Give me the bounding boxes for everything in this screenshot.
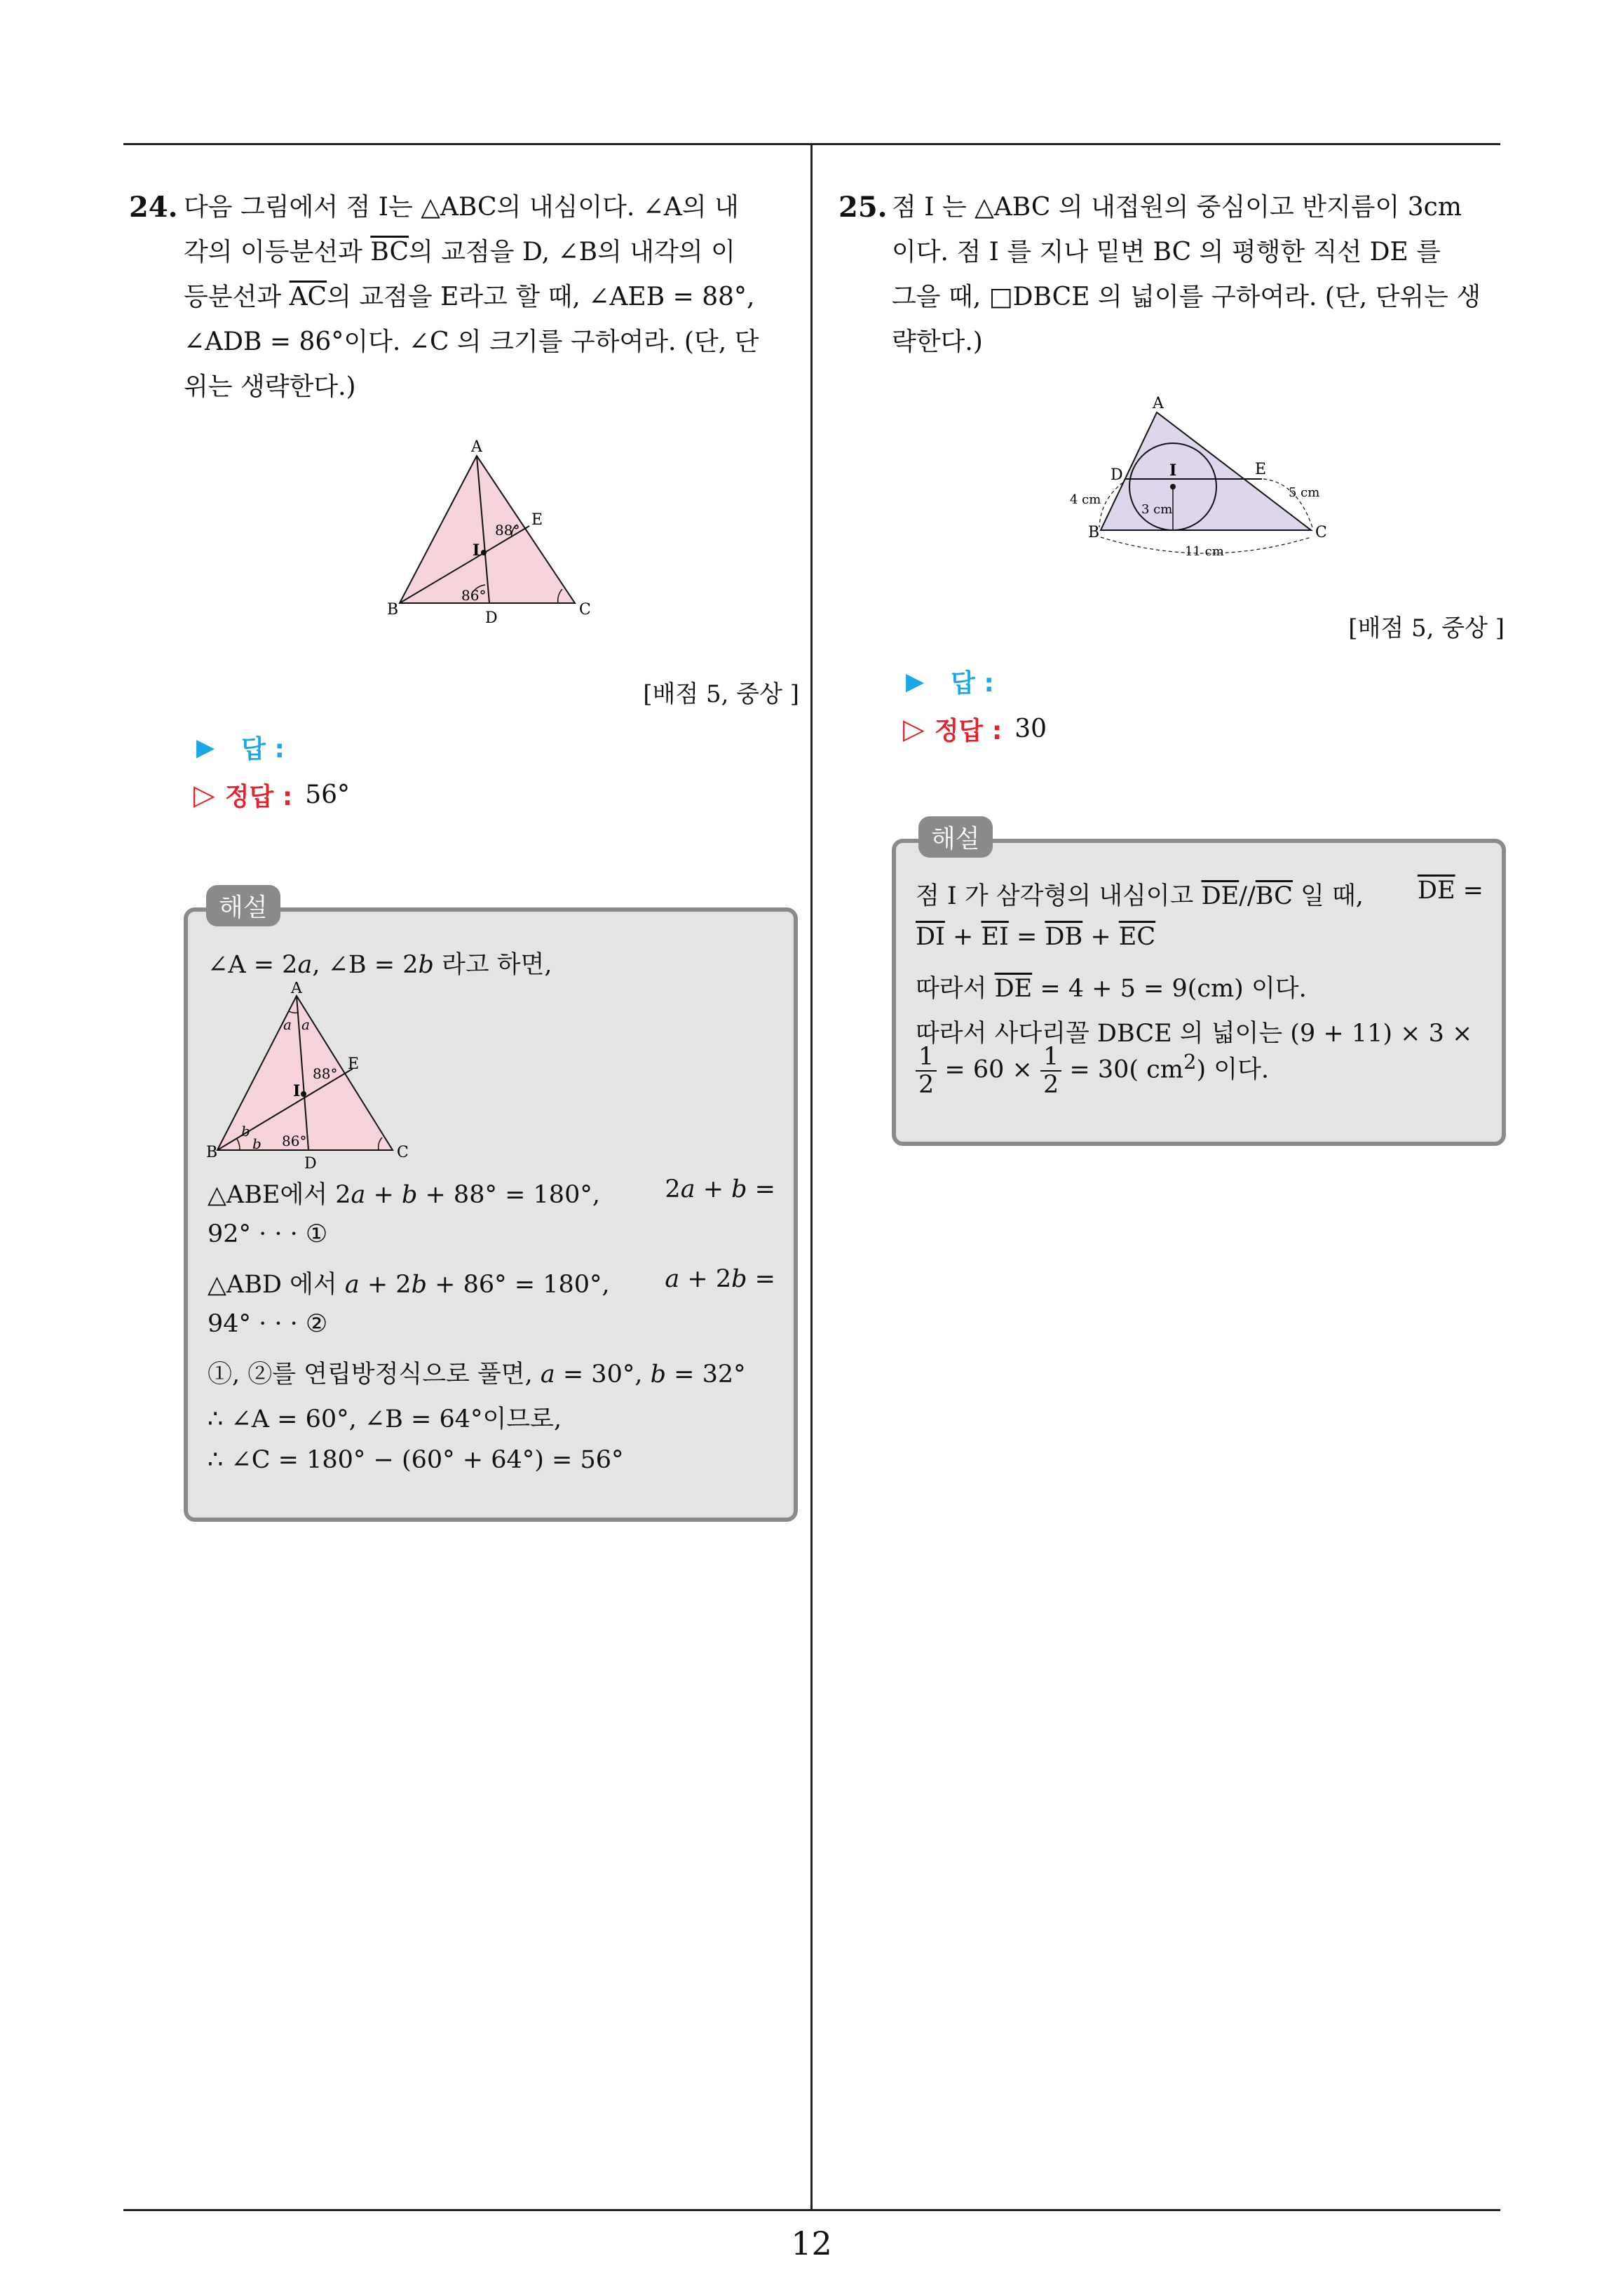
question-line: 다음 그림에서 점 I는 △ABC의 내심이다. ∠A의 내 <box>184 193 739 222</box>
solution-line: ∠A = 2a, ∠B = 2b 라고 하면, <box>208 951 552 979</box>
label-A: A <box>291 982 302 997</box>
solution-line: $\overline{DI} + \overline{EI} = \overline{DB} + \overline{EC}$ <box>916 923 1156 951</box>
triangle-figure <box>379 435 610 631</box>
play-icon: ▶ <box>196 733 215 762</box>
radius-label: 3 cm <box>1141 502 1173 517</box>
question-number: 25. <box>838 191 888 224</box>
outline-play-icon: ▷ <box>903 713 925 745</box>
fraction: $\frac{1}{2}$ <box>1040 1044 1061 1098</box>
question-line: 등분선과 $\overline{AC}$의 교점을 E라고 할 때, ∠AEB = 88°, <box>184 283 755 311</box>
angle-label-88: 88° <box>313 1065 338 1082</box>
label-C: C <box>1315 524 1327 541</box>
ec-length-label: 5 cm <box>1289 485 1320 500</box>
correct-answer-row <box>193 777 350 813</box>
label-I: I <box>1169 461 1177 480</box>
question-line: 각의 이등분선과 $\overline{BC}$의 교점을 D, ∠B의 내각의 이 <box>184 238 735 266</box>
question-line: 이다. 점 I 를 지나 밑변 BC 의 평행한 직선 DE 를 <box>892 238 1441 266</box>
solution-line: 따라서 $\overline{DE} = 4 + 5 = 9(cm)$ 이다. <box>916 975 1307 1003</box>
label-b-top: b <box>241 1123 250 1140</box>
label-D: D <box>304 1155 317 1171</box>
angle-label-88: 88° <box>495 522 520 539</box>
solution-line: ∴ ∠C = 180° − (60° + 64°) = 56° <box>208 1446 624 1474</box>
correct-answer-value: 30 <box>1014 715 1047 743</box>
label-A: A <box>471 438 482 456</box>
outline-play-icon: ▷ <box>193 778 215 811</box>
question-text <box>184 185 796 410</box>
answer-label: 답 : <box>951 669 994 698</box>
score-label: [배점 5, 중상 ] <box>1348 614 1505 642</box>
answer-row <box>906 663 994 699</box>
answer-label: 답 : <box>241 735 285 764</box>
label-b-bottom: b <box>252 1135 262 1152</box>
question-line: 점 I 는 △ABC 의 내접원의 중심이고 반지름이 3cm <box>892 193 1462 222</box>
correct-answer-value: 56° <box>305 781 351 809</box>
solution-line: ①, ②를 연립방정식으로 풀면, a = 30°, b = 32° <box>208 1360 746 1389</box>
label-a-right: a <box>301 1016 310 1033</box>
solution-line: 94° · · · ② <box>208 1310 328 1338</box>
correct-answer-row <box>903 711 1047 747</box>
solution-line: ∴ ∠A = 60°, ∠B = 64°이므로, <box>208 1405 562 1433</box>
label-B: B <box>1088 524 1100 541</box>
label-D: D <box>485 609 498 627</box>
solution-line: 점 I 가 삼각형의 내심이고 $\overline{DE}//\overline{BC}$ 일 때, $\overline{DE}$ = <box>916 877 1483 910</box>
column-divider <box>810 144 813 2210</box>
label-B: B <box>206 1144 218 1161</box>
page-number: 12 <box>791 2224 832 2262</box>
solution-tab: 해설 <box>918 816 993 858</box>
bottom-rule <box>123 2209 1500 2211</box>
db-length-label: 4 cm <box>1070 492 1101 507</box>
solution-line: △ABD 에서 a + 2b + 86° = 180°, a + 2b = <box>208 1265 775 1299</box>
label-D: D <box>1111 466 1123 484</box>
label-B: B <box>387 601 399 619</box>
solution-tab: 해설 <box>206 885 280 926</box>
label-C: C <box>579 601 591 619</box>
fraction: $\frac{1}{2}$ <box>916 1044 937 1098</box>
angle-label-86: 86° <box>461 587 487 604</box>
label-I: I <box>473 541 480 560</box>
answer-row <box>196 729 285 765</box>
correct-answer-label: 정답 : <box>224 783 293 811</box>
play-icon: ▶ <box>906 667 925 696</box>
label-E: E <box>1255 461 1267 478</box>
solution-triangle-figure <box>203 982 428 1171</box>
incircle-figure <box>1059 387 1353 569</box>
question-line: ∠ADB = 86°이다. ∠C 의 크기를 구하여라. (단, 단 <box>184 327 759 356</box>
label-C: C <box>397 1144 409 1161</box>
solution-line: 92° · · · ① <box>208 1220 328 1248</box>
label-a-left: a <box>283 1016 292 1033</box>
question-text <box>892 185 1505 365</box>
solution-line: 따라서 사다리꼴 DBCE 의 넓이는 (9 + 11) × 3 × <box>916 1020 1473 1048</box>
question-line: 위는 생략한다.) <box>184 372 356 401</box>
label-E: E <box>531 511 543 529</box>
solution-line: $\frac{1}{2}$ = 60 × $\frac{1}{2}$ = 30( $cm^2$) 이다. <box>916 1044 1269 1098</box>
question-line: 그을 때, □DBCE 의 넓이를 구하여라. (단, 단위는 생 <box>892 283 1481 311</box>
label-I: I <box>293 1082 301 1100</box>
correct-answer-label: 정답 : <box>934 717 1003 745</box>
score-label: [배점 5, 중상 ] <box>643 680 799 708</box>
question-line: 략한다.) <box>892 327 983 356</box>
label-A: A <box>1153 395 1164 412</box>
bc-length-label: 11 cm <box>1185 544 1224 559</box>
angle-label-86: 86° <box>282 1133 307 1149</box>
solution-line: △ABE에서 2a + b + 88° = 180°, 2a + b = <box>208 1175 775 1209</box>
label-E: E <box>348 1055 360 1073</box>
question-number: 24. <box>129 191 178 224</box>
